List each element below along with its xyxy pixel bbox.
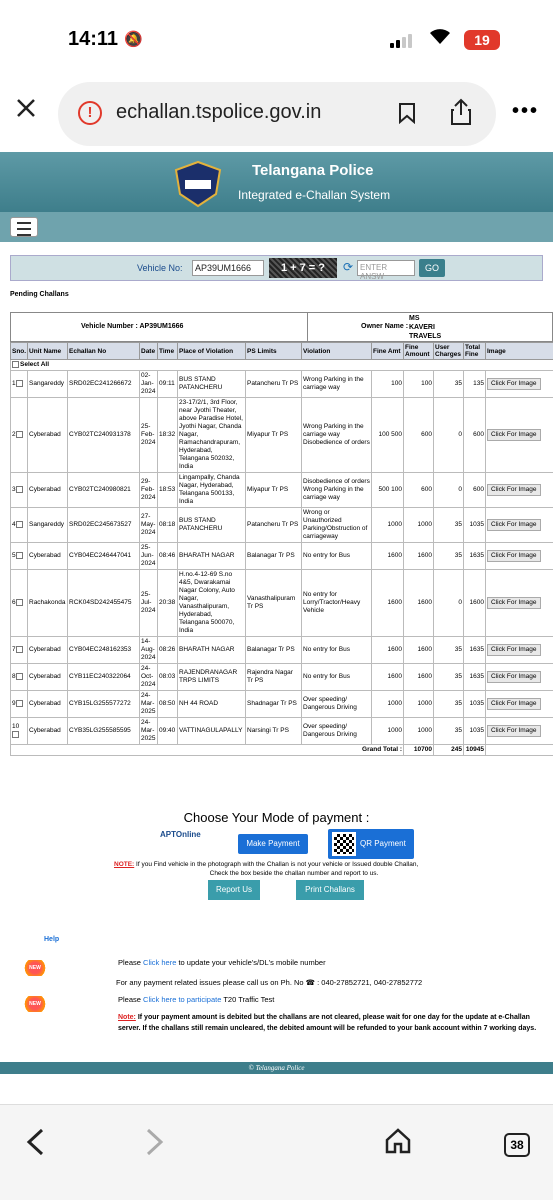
cell-time: 18:32 [158, 398, 178, 473]
cell-place: NH 44 ROAD [178, 691, 246, 718]
cell-violation: Over speeding/ Dangerous Driving [302, 691, 372, 718]
cell-fine: 1600 [404, 637, 434, 664]
cell-fine-amt: 100 500 [372, 398, 404, 473]
click-for-image-button[interactable]: Click For Image [487, 378, 541, 390]
warning-icon[interactable]: ! [78, 101, 102, 125]
column-header: Echallan No [68, 343, 140, 360]
vehicle-number: Vehicle Number : AP39UM1666 [81, 323, 184, 330]
table-row [11, 473, 553, 508]
cell-user: 0 [434, 570, 464, 637]
row-checkbox[interactable] [16, 431, 23, 438]
new-badge-icon: NEW [24, 960, 46, 976]
cell-image [486, 543, 553, 570]
table-row [11, 637, 553, 664]
column-header: User Charges [434, 343, 464, 360]
column-header: PS Limits [246, 343, 302, 360]
select-all-row[interactable]: Select All [11, 360, 553, 371]
cell-violation: Wrong Parking in the carriage way Disobedience of orders [302, 398, 372, 473]
cell-fine-amt: 1000 [372, 718, 404, 745]
new-badge-icon: NEW [24, 996, 46, 1012]
column-header: Date [140, 343, 158, 360]
cell-violation: Wrong or Unauthorized Parking/Obstruction of carriageway [302, 508, 372, 543]
cell-place: BHARATH NAGAR [178, 543, 246, 570]
vehicle-no-label: Vehicle No: [137, 263, 183, 273]
cell-place: VATTINAGULAPALLY [178, 718, 246, 745]
cell-ps: Balanagar Tr PS [246, 637, 302, 664]
table-row [11, 543, 553, 570]
print-challans-button[interactable]: Print Challans [296, 880, 364, 900]
cell-place: 23-17/2/1, 3rd Floor, near Jyothi Theater, above Paradise Hotel, Jyothi Nagar, Chanda Nagar, Ramachandrapuram, Hyderabad, Telangana 502032, India [178, 398, 246, 473]
cell-echallan: SRD02EC241266672 [68, 371, 140, 398]
cell-violation: Disobedience of orders Wrong Parking in the carriage way [302, 473, 372, 508]
cell-fine-amt: 1600 [372, 637, 404, 664]
tabs-count-icon[interactable]: 38 [504, 1133, 530, 1157]
cell-sno: 1 [11, 371, 28, 398]
forward-icon[interactable] [144, 1127, 166, 1164]
cell-image [486, 637, 553, 664]
cell-unit: Cyberabad [28, 473, 68, 508]
cell-date: 25-Jun-2024 [140, 543, 158, 570]
cell-total: 135 [464, 371, 486, 398]
cell-fine: 1600 [404, 570, 434, 637]
qr-payment-button[interactable]: QR Payment [328, 829, 414, 859]
cell-ps: Balanagar Tr PS [246, 543, 302, 570]
help-link[interactable]: Help [44, 936, 60, 943]
cell-unit: Sangareddy [28, 371, 68, 398]
cell-ps: Patancheru Tr PS [246, 371, 302, 398]
browser-toolbar [0, 1104, 553, 1200]
row-checkbox[interactable] [16, 599, 23, 606]
cell-fine-amt: 100 [372, 371, 404, 398]
cell-place: RAJENDRANAGAR TRPS LIMITS [178, 664, 246, 691]
table-row [11, 570, 553, 637]
cell-date: 25-Jul-2024 [140, 570, 158, 637]
table-header [11, 343, 553, 360]
cell-fine: 1000 [404, 718, 434, 745]
web-page [0, 152, 553, 1080]
cell-image [486, 508, 553, 543]
cell-fine: 1000 [404, 691, 434, 718]
row-checkbox[interactable] [16, 646, 23, 653]
column-header: Unit Name [28, 343, 68, 360]
cell-total: 1600 [464, 570, 486, 637]
back-icon[interactable] [24, 1127, 46, 1164]
close-icon[interactable] [14, 96, 38, 125]
cell-total: 1035 [464, 718, 486, 745]
select-all-checkbox[interactable] [12, 361, 19, 368]
cell-time: 20:38 [158, 570, 178, 637]
cell-user: 35 [434, 691, 464, 718]
cell-total: 600 [464, 473, 486, 508]
click-for-image-button[interactable]: Click For Image [487, 484, 541, 496]
address-bar[interactable] [58, 82, 496, 146]
cell-time: 18:53 [158, 473, 178, 508]
owner-name-label: Owner Name : [361, 323, 409, 330]
make-payment-button[interactable]: Make Payment [238, 834, 308, 854]
more-options-icon[interactable]: ••• [512, 100, 540, 122]
table-row [11, 398, 553, 473]
refund-note: Note: If your payment amount is debited but the challans are not cleared, please wait for one day for the update at e-Challan server. If the challans still remain uncleared, the debited amount will be refunded to your bank account within 7 working days. [118, 1014, 537, 1032]
wifi-icon [428, 26, 452, 52]
column-header: Violation [302, 343, 372, 360]
table-row [11, 508, 553, 543]
bookmark-icon[interactable] [398, 102, 416, 130]
captcha-answer-input[interactable]: ENTER ANSW [357, 260, 415, 276]
site-header [0, 152, 553, 212]
challans-table [10, 342, 553, 756]
cell-violation: No entry for Lorry/Tractor/Heavy Vehicle [302, 570, 372, 637]
cell-unit: Cyberabad [28, 718, 68, 745]
cell-sno: 5 [11, 543, 28, 570]
cell-ps: Shadnagar Tr PS [246, 691, 302, 718]
share-icon[interactable] [450, 98, 472, 132]
cell-unit: Rachakonda [28, 570, 68, 637]
cell-fine: 600 [404, 473, 434, 508]
clock: 14:11 [68, 28, 119, 50]
column-header: Place of Violation [178, 343, 246, 360]
cell-image [486, 691, 553, 718]
cell-image [486, 570, 553, 637]
cell-echallan: CYB02TC240931378 [68, 398, 140, 473]
cell-date: 27-May-2024 [140, 508, 158, 543]
refresh-captcha-icon[interactable]: ⟳ [343, 260, 354, 274]
click-for-image-button[interactable]: Click For Image [487, 698, 541, 710]
click-for-image-button[interactable]: Click For Image [487, 597, 541, 609]
cell-ps: Miyapur Tr PS [246, 473, 302, 508]
cell-image [486, 371, 553, 398]
cell-unit: Cyberabad [28, 543, 68, 570]
cell-image [486, 718, 553, 745]
cell-fine: 1000 [404, 508, 434, 543]
cell-ps: Narsingi Tr PS [246, 718, 302, 745]
cell-violation: No entry for Bus [302, 664, 372, 691]
cell-violation: Over speeding/ Dangerous Driving [302, 718, 372, 745]
cell-user: 35 [434, 637, 464, 664]
cell-time: 09:40 [158, 718, 178, 745]
cell-total: 1035 [464, 508, 486, 543]
cell-echallan: CYB11EC240322064 [68, 664, 140, 691]
report-note: NOTE: If you Find vehicle in the photograph with the Challan is not your vehicle or Issued double Challan, Check the box beside the challan number and report to us. [114, 861, 419, 877]
cell-unit: Cyberabad [28, 691, 68, 718]
cell-image [486, 664, 553, 691]
hamburger-menu-icon[interactable] [10, 217, 38, 237]
cell-fine-amt: 1000 [372, 691, 404, 718]
go-button[interactable]: GO [419, 259, 445, 277]
vehicle-no-input[interactable]: AP39UM1666 [192, 260, 264, 276]
cell-time: 08:46 [158, 543, 178, 570]
cell-unit: Cyberabad [28, 664, 68, 691]
row-checkbox[interactable] [16, 552, 23, 559]
pending-challans-title: Pending Challans [10, 291, 69, 298]
cell-fine-amt: 500 100 [372, 473, 404, 508]
click-for-image-button[interactable]: Click For Image [487, 519, 541, 531]
cell-echallan: CYB04EC248162353 [68, 637, 140, 664]
click-for-image-button[interactable]: Click For Image [487, 550, 541, 562]
captcha-image: 1 + 7 = ? [269, 258, 337, 278]
url-text[interactable]: echallan.tspolice.gov.in [116, 101, 322, 123]
cell-user: 35 [434, 543, 464, 570]
cell-ps: Patancheru Tr PS [246, 508, 302, 543]
row-checkbox[interactable] [16, 700, 23, 707]
cell-image [486, 473, 553, 508]
row-checkbox[interactable] [12, 731, 19, 738]
cell-user: 0 [434, 398, 464, 473]
cell-fine-amt: 1600 [372, 543, 404, 570]
cell-place: BHARATH NAGAR [178, 637, 246, 664]
owner-name-value: MS KAVERI TRAVELS [409, 315, 442, 340]
cell-date: 14-Aug-2024 [140, 637, 158, 664]
cell-total: 1635 [464, 543, 486, 570]
cell-fine: 1600 [404, 664, 434, 691]
click-for-image-button[interactable]: Click For Image [487, 725, 541, 737]
column-header: Total Fine [464, 343, 486, 360]
site-title: Telangana Police [252, 162, 374, 179]
table-row [11, 664, 553, 691]
column-header: Fine Amount [404, 343, 434, 360]
cell-sno: 10 [11, 718, 28, 745]
row-checkbox[interactable] [16, 380, 23, 387]
aptonline-logo: APTOnline [160, 830, 201, 839]
cell-echallan: CYB04EC246447041 [68, 543, 140, 570]
cell-echallan: SRD02EC245673527 [68, 508, 140, 543]
table-row [11, 371, 553, 398]
table-row [11, 718, 553, 745]
cell-place: Lingampally, Chanda Nagar, Hyderabad, Telangana 500133, India [178, 473, 246, 508]
cell-time: 08:03 [158, 664, 178, 691]
cell-place: H.no.4-12-69 S.no 4&5, Dwarakamai Nagar Colony, Auto Nagar, Vanasthalipuram, Hyderabad, Telangana 500070, India [178, 570, 246, 637]
cell-sno: 8 [11, 664, 28, 691]
click-for-image-button[interactable]: Click For Image [487, 429, 541, 441]
bell-muted-icon: 🔕 [124, 31, 143, 48]
t20-participate-link[interactable]: Click here to participate [143, 995, 222, 1004]
row-checkbox[interactable] [16, 521, 23, 528]
cell-total: 1635 [464, 637, 486, 664]
owner-info [10, 312, 553, 342]
phone-support-text: For any payment related issues please call us on Ph. No ☎ : 040-27852721, 040-27852772 [116, 978, 423, 987]
status-bar [0, 0, 553, 78]
cell-echallan: CYB35LG255585595 [68, 718, 140, 745]
cell-sno: 9 [11, 691, 28, 718]
cell-total: 1035 [464, 691, 486, 718]
column-header: Time [158, 343, 178, 360]
site-subtitle: Integrated e-Challan System [238, 188, 391, 202]
click-for-image-button[interactable]: Click For Image [487, 671, 541, 683]
cell-image [486, 398, 553, 473]
cell-echallan: CYB15LG255577272 [68, 691, 140, 718]
cell-date: 24-Mar-2025 [140, 718, 158, 745]
qr-code-icon [332, 832, 356, 856]
cell-fine-amt: 1600 [372, 570, 404, 637]
cellular-signal-icon [390, 32, 412, 48]
click-for-image-button[interactable]: Click For Image [487, 644, 541, 656]
t20-test-text: Please Click here to participate T20 Traffic Test [118, 995, 275, 1004]
cell-time: 08:50 [158, 691, 178, 718]
cell-sno: 3 [11, 473, 28, 508]
cell-total: 1635 [464, 664, 486, 691]
cell-fine-amt: 1000 [372, 508, 404, 543]
cell-user: 35 [434, 508, 464, 543]
nav-bar [0, 212, 553, 242]
cell-fine-amt: 1600 [372, 664, 404, 691]
home-icon[interactable] [384, 1127, 412, 1162]
cell-fine: 100 [404, 371, 434, 398]
cell-sno: 4 [11, 508, 28, 543]
cell-ps: Vanasthalipuram Tr PS [246, 570, 302, 637]
cell-place: BUS STAND PATANCHERU [178, 371, 246, 398]
cell-sno: 6 [11, 570, 28, 637]
cell-date: 29-Feb-2024 [140, 473, 158, 508]
cell-date: 24-Mar-2025 [140, 691, 158, 718]
telangana-police-logo [172, 160, 224, 208]
site-footer: © Telangana Police [0, 1062, 553, 1074]
cell-time: 08:26 [158, 637, 178, 664]
battery-icon: 19 [464, 30, 500, 50]
cell-place: BUS STAND PATANCHERU [178, 508, 246, 543]
cell-violation: Wrong Parking in the carriage way [302, 371, 372, 398]
cell-ps: Rajendra Nagar Tr PS [246, 664, 302, 691]
cell-user: 0 [434, 473, 464, 508]
cell-user: 35 [434, 371, 464, 398]
cell-date: 25-Feb-2024 [140, 398, 158, 473]
row-checkbox[interactable] [16, 486, 23, 493]
cell-ps: Miyapur Tr PS [246, 398, 302, 473]
cell-echallan: RCK04SD242455475 [68, 570, 140, 637]
cell-sno: 7 [11, 637, 28, 664]
cell-violation: No entry for Bus [302, 637, 372, 664]
cell-unit: Cyberabad [28, 398, 68, 473]
grand-total-row: Grand Total : 10700 245 10945 [11, 745, 553, 756]
cell-fine: 600 [404, 398, 434, 473]
cell-total: 600 [464, 398, 486, 473]
cell-unit: Cyberabad [28, 637, 68, 664]
column-header: Sno. [11, 343, 28, 360]
table-row [11, 691, 553, 718]
cell-user: 35 [434, 664, 464, 691]
cell-time: 09:11 [158, 371, 178, 398]
column-header: Fine Amt [372, 343, 404, 360]
cell-violation: No entry for Bus [302, 543, 372, 570]
column-header: Image [486, 343, 553, 360]
cell-echallan: CYB02TC240980821 [68, 473, 140, 508]
cell-date: 24-Oct-2024 [140, 664, 158, 691]
cell-user: 35 [434, 718, 464, 745]
cell-date: 02-Jan-2024 [140, 371, 158, 398]
row-checkbox[interactable] [16, 673, 23, 680]
update-mobile-text: Please Click here to update your vehicle's/DL's mobile number [118, 958, 326, 967]
vehicle-search-bar [10, 255, 543, 281]
cell-time: 08:18 [158, 508, 178, 543]
payment-mode-title: Choose Your Mode of payment : [183, 810, 370, 825]
cell-unit: Sangareddy [28, 508, 68, 543]
update-mobile-link[interactable]: Click here [143, 958, 177, 967]
cell-sno: 2 [11, 398, 28, 473]
cell-fine: 1600 [404, 543, 434, 570]
report-us-button[interactable]: Report Us [208, 880, 260, 900]
